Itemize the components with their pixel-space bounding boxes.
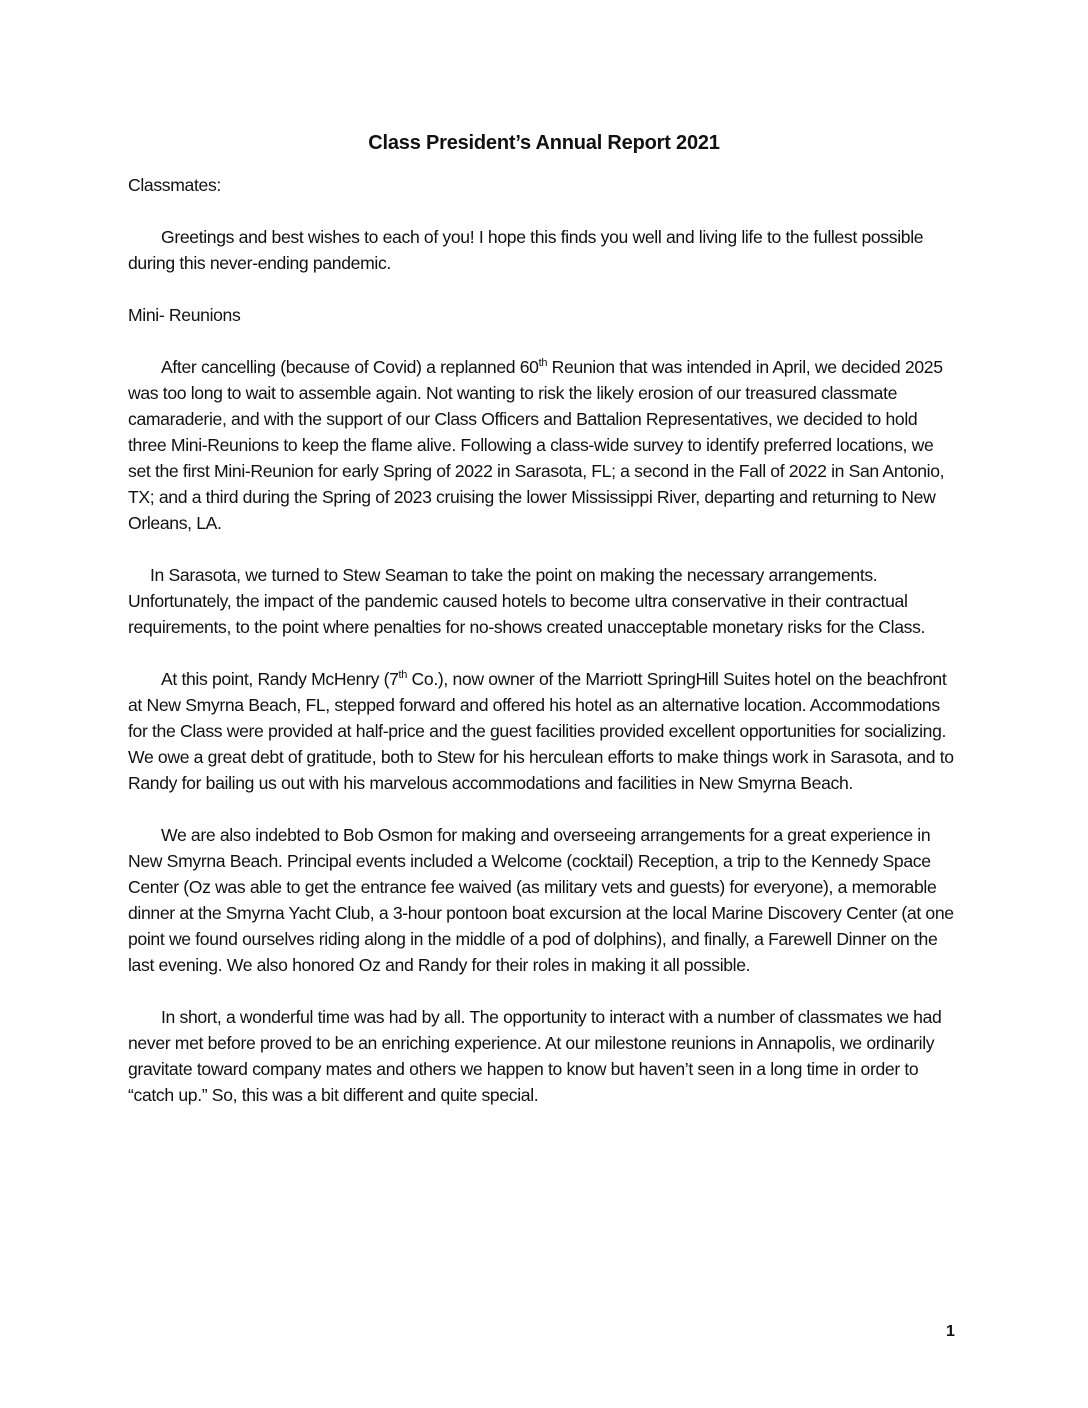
section-heading: Mini- Reunions [128, 305, 241, 325]
paragraph-text: Co.), now owner of the Marriott SpringHill Suites hotel on the beachfront at New Smyrna Beach, FL, stepped forward and offered his hotel as an alternative location. Accommodations for the Class were provided at half-price and the guest facilities provided excellent opportunities for socializing. We owe a great debt of gratitude, both to Stew for his herculean efforts to make things work in Sarasota, and to Randy for bailing us out with his marvelous accommodations and facilities in New Smyrna Beach. [128, 669, 954, 793]
document-title: Class President’s Annual Report 2021 [368, 132, 720, 154]
greeting-paragraph: Greetings and best wishes to each of you! I hope this finds you well and living life to the fullest possible during this never-ending pandemic. [128, 227, 924, 273]
paragraph-text: Reunion that was intended in April, we decided 2025 was too long to wait to assemble again. Not wanting to risk the likely erosion of our treasured classmate camaraderie, and with the support of our Class Officers and Battalion Representatives, we decided to hold three Mini-Reunions to keep the flame alive. Following a class-wide survey to identify preferred locations, we set the first Mini-Reunion for early Spring of 2022 in Sarasota, FL; a second in the Fall of 2022 in San Antonio, TX; and a third during the Spring of 2023 cruising the lower Mississippi River, departing and returning to New Orleans, LA. [128, 357, 945, 533]
salutation: Classmates: [128, 175, 221, 195]
ordinal-superscript: th [398, 669, 408, 682]
paragraph-text: At this point, Randy McHenry (7 [161, 669, 399, 689]
paragraph-sarasota: In Sarasota, we turned to Stew Seaman to take the point on making the necessary arrangements. Unfortunately, the impact of the pandemic caused hotels to become ultra conservative in their contractual requirements, to the point where penalties for no-shows created unacceptable monetary risks for the Class. [128, 565, 926, 637]
paragraph-new-smyrna [128, 666, 958, 796]
paragraph-text: After cancelling (because of Covid) a replanned 60 [161, 357, 539, 377]
paragraph-events: We are also indebted to Bob Osmon for making and overseeing arrangements for a great experience in New Smyrna Beach. Principal events included a Welcome (cocktail) Reception, a trip to the Kennedy Space Center (Oz was able to get the entrance fee waived (as military vets and guests) for everyone), a memorable dinner at the Smyrna Yacht Club, a 3-hour pontoon boat excursion at the local Marine Discovery Center (at one point we found ourselves riding along in the middle of a pod of dolphins), and finally, a Farewell Dinner on the last evening. We also honored Oz and Randy for their roles in making it all possible. [128, 825, 954, 975]
paragraph-reunion-plans [128, 354, 958, 536]
ordinal-superscript: th [538, 357, 548, 370]
page-number: 1 [946, 1323, 955, 1340]
document-body [128, 172, 958, 1134]
paragraph-summary: In short, a wonderful time was had by all. The opportunity to interact with a number of classmates we had never met before proved to be an enriching experience. At our milestone reunions in Annapolis, we ordinarily gravitate toward company mates and others we happen to know but haven’t seen in a long time in order to “catch up.” So, this was a bit different and quite special. [128, 1007, 942, 1105]
